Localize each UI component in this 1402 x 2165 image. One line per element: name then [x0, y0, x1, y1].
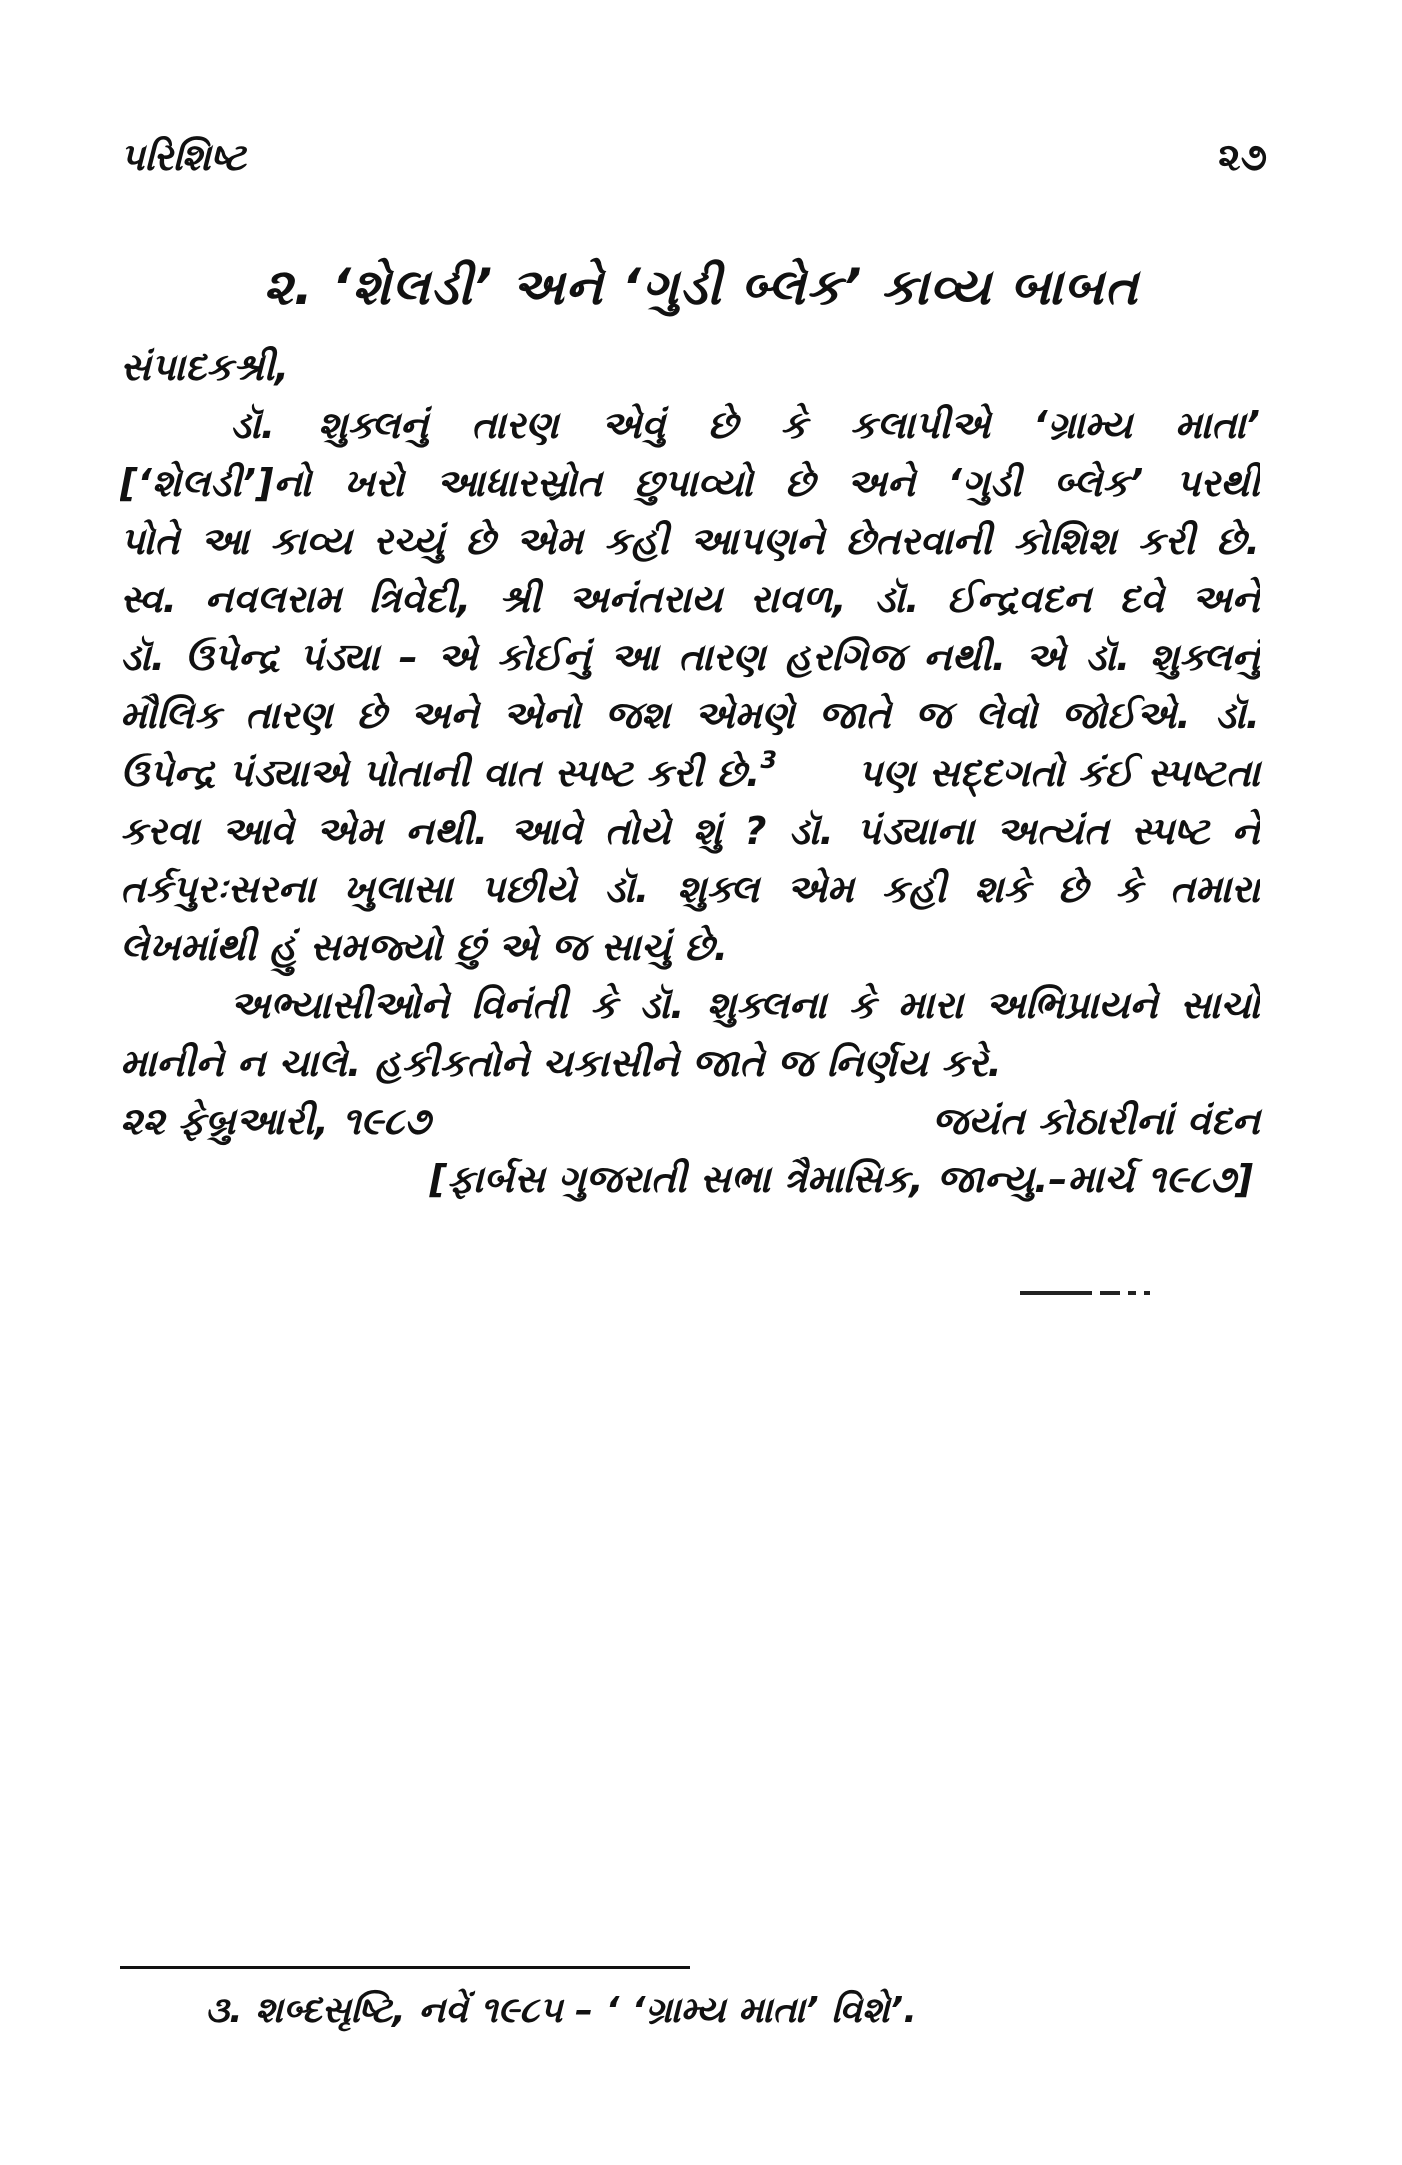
paragraph-1-line-7-tail: પણ સદ્દગતો કંઈ સ્પષ્ટતા	[857, 751, 1260, 795]
article-title: ૨. ‘શેલડી’ અને ‘ગુડી બ્લેક’ કાવ્ય બાબત	[263, 258, 1139, 316]
paragraph-1-line-4: સ્વ. નવલરામ ત્રિવેદી, શ્રી અનંતરાય રાવળ, ડૉ. ઈન્દ્રવદન દવે અને	[120, 577, 1260, 621]
signoff	[120, 1092, 1260, 1150]
paragraph-1-line-2: [‘શેલડી’]નો ખરો આધારસ્રોત છુપાવ્યો છે અને ‘ગુડી બ્લેક’ પરથી	[120, 461, 1260, 505]
paragraph-1-line-10: લેખમાંથી હું સમજ્યો છું એ જ સાચું છે.	[120, 925, 729, 969]
footnote-reference[interactable]: 3	[760, 746, 778, 775]
signoff-date: ૨૨ ફેબ્રુઆરી, ૧૯૮૭	[120, 1099, 431, 1143]
paragraph-1-line-7-head: ઉપેન્દ્ર પંડ્યાએ પોતાની વાત સ્પષ્ટ કરી છે.$^3$	[120, 746, 778, 795]
paragraph-1-line-8: કરવા આવે એમ નથી. આવે તોયે શું ? ડૉ. પંડ્યાના અત્યંત સ્પષ્ટ ને	[120, 809, 1260, 853]
running-head: પરિશિષ્ટ	[120, 135, 246, 179]
end-of-section-rule	[1020, 1291, 1150, 1295]
paragraph-2-line-1: અભ્યાસીઓને વિનંતી કે ડૉ. શુક્લના કે મારા અભિપ્રાયને સાચો	[230, 983, 1260, 1027]
salutation: સંપાદકશ્રી,	[120, 345, 290, 389]
paragraph-1-line-5: ડૉ. ઉપેન્દ્ર પંડ્યા – એ કોઈનું આ તારણ હરગિજ નથી. એ ડૉ. શુક્લનું	[120, 635, 1260, 679]
paragraph-1-line-7	[120, 744, 1260, 802]
article-body	[120, 338, 1260, 1208]
paragraph-2-line-2: માનીને ન ચાલે. હકીકતોને ચકાસીને જાતે જ નિર્ણય કરે.	[120, 1041, 1002, 1085]
signoff-signature: જયંત કોઠારીનાં વંદન	[932, 1099, 1260, 1143]
paragraph-1-line-6: મૌલિક તારણ છે અને એનો જશ એમણે જાતે જ લેવો જોઈએ. ડૉ.	[120, 693, 1260, 737]
footnote-divider	[120, 1966, 690, 1969]
source-citation: [ફાર્બસ ગુજરાતી સભા ત્રૈમાસિક, જાન્યુ.–માર્ચ ૧૯૮૭]	[429, 1157, 1253, 1201]
footnote-text: ૩. શબ્દસૃષ્ટિ, નવેં ૧૯૮૫ – ‘ ‘ગ્રામ્ય માતા’ વિશે’.	[205, 1990, 917, 2031]
paragraph-1-line-1: ડૉ. શુક્લનું તારણ એવું છે કે કલાપીએ ‘ગ્રામ્ય માતા’	[230, 403, 1260, 447]
page-number: ૨૭	[1218, 135, 1267, 179]
paragraph-1-line-3: પોતે આ કાવ્ય રચ્યું છે એમ કહી આપણને છેતરવાની કોશિશ કરી છે.	[120, 519, 1260, 563]
paragraph-1-line-9: તર્કપુરઃસરના ખુલાસા પછીયે ડૉ. શુક્લ એમ કહી શકે છે કે તમારા	[120, 867, 1260, 911]
